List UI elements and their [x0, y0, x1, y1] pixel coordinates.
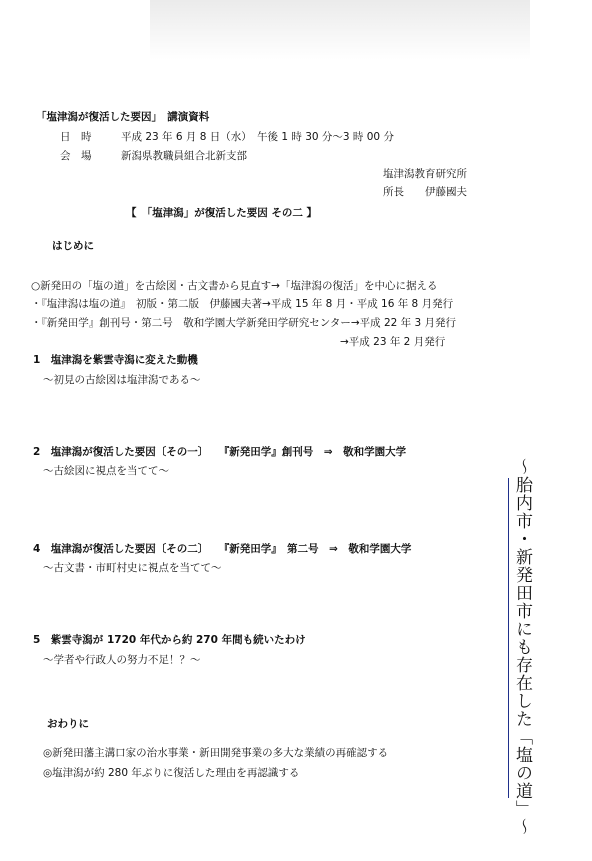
intro-line-1: ○新発田の「塩の道」を古絵図・古文書から見直す→「塩津潟の復活」を中心に据える: [31, 280, 438, 292]
vertical-caption: ～胎内市・新発田市にも存在した「塩の道」～: [512, 458, 532, 836]
intro-line-4: →平成 23 年 2 月発行: [340, 336, 446, 348]
section-1-subtitle: ～初見の古絵図は塩津潟である～: [43, 374, 201, 386]
author: 所長 伊藤國夫: [383, 186, 467, 198]
date-value: 平成 23 年 6 月 8 日（水） 午後 1 時 30 分～3 時 00 分: [121, 131, 394, 143]
section-5-subtitle: ～学者や行政人の努力不足！？～: [43, 654, 201, 666]
intro-line-3: ・『新発田学』創刊号・第二号 敬和学園大学新発田学研究センター→平成 22 年 3 月発行: [31, 317, 457, 329]
section-4-title: 4 塩津潟が復活した要因〔その二〕 『新発田学』 第二号 ⇒ 敬和学園大学: [33, 543, 412, 555]
venue-label: 会 場: [60, 150, 92, 162]
main-title: 【 「塩津潟」が復活した要因 その二 】: [126, 207, 318, 219]
document-title: 「塩津潟が復活した要因」 講演資料: [36, 111, 210, 123]
section-2-subtitle: ～古絵図に視点を当てて～: [43, 465, 169, 477]
intro-heading: はじめに: [52, 240, 94, 252]
section-5-title: 5 紫雲寺潟が 1720 年代から約 270 年間も続いたわけ: [33, 634, 306, 646]
venue-value: 新潟県教職員組合北新支部: [121, 150, 247, 162]
section-4-subtitle: ～古文書・市町村史に視点を当てて～: [43, 562, 222, 574]
side-rule: [508, 478, 509, 798]
ending-line-1: ◎新発田藩主溝口家の治水事業・新田開発事業の多大な業績の再確認する: [43, 747, 389, 759]
intro-line-2: ・『塩津潟は塩の道』 初版・第二版 伊藤國夫著→平成 15 年 8 月・平成 16 年 8 月発行: [31, 298, 454, 310]
organization: 塩津潟教育研究所: [383, 168, 467, 180]
ending-heading: おわりに: [47, 718, 89, 730]
scan-noise: [150, 0, 530, 60]
ending-line-2: ◎塩津潟が約 280 年ぶりに復活した理由を再認識する: [43, 767, 300, 779]
section-2-title: 2 塩津潟が復活した要因〔その一〕 『新発田学』創刊号 ⇒ 敬和学園大学: [33, 446, 407, 458]
date-label: 日 時: [60, 131, 92, 143]
section-1-title: 1 塩津潟を紫雲寺潟に変えた動機: [33, 354, 198, 366]
